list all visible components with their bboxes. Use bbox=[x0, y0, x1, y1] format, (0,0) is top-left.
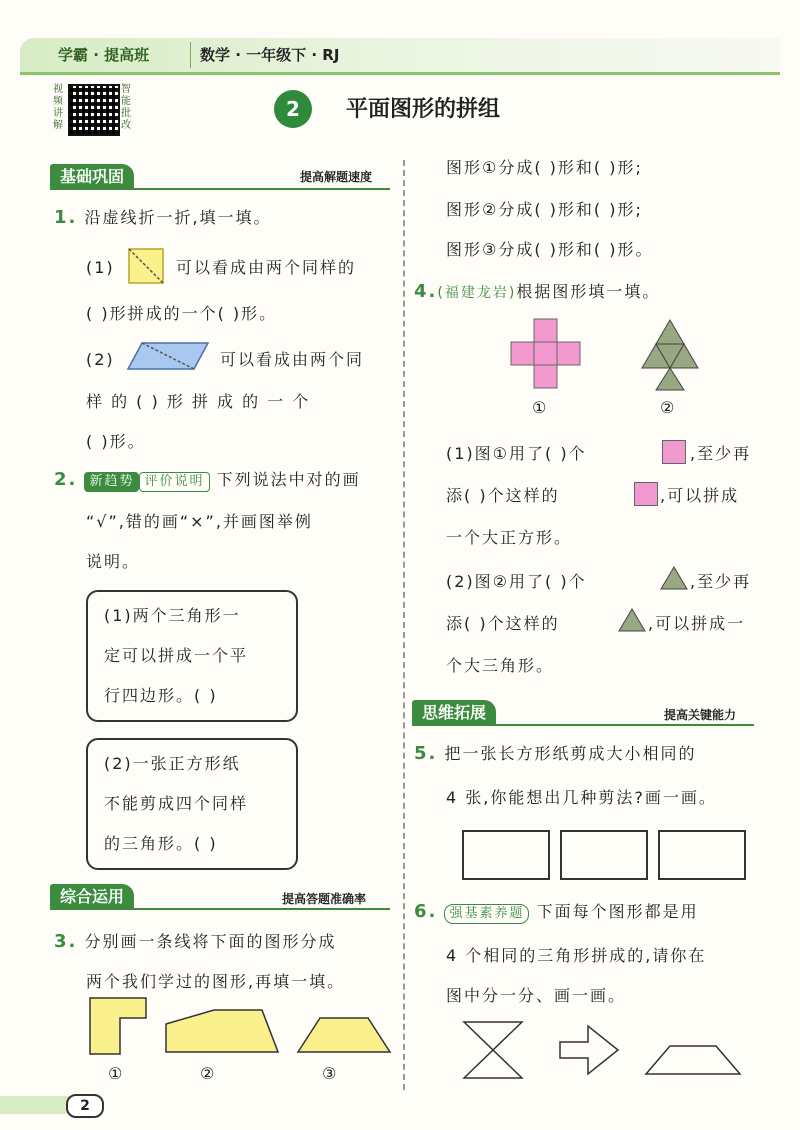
q2-box1-line: 定可以拼成一个平 bbox=[104, 646, 249, 665]
q3-label: ① bbox=[108, 1064, 125, 1083]
q1-p2c: 样 的 ( ) 形 拼 成 的 一 个 bbox=[86, 392, 311, 411]
q4-p2c[interactable]: 添( )个这样的 bbox=[446, 614, 560, 633]
olive-triangle-figure bbox=[640, 318, 700, 392]
section-comprehensive: 综合运用 bbox=[50, 884, 134, 910]
section-basic-line bbox=[50, 188, 390, 190]
q6-figures bbox=[460, 1020, 760, 1082]
q1-p2b: 可以看成由两个同 bbox=[220, 350, 365, 369]
q1-p2a: (2) bbox=[86, 350, 115, 369]
q2-box2-line[interactable]: 的三角形。( ) bbox=[104, 834, 218, 853]
section-thinking: 思维拓展 bbox=[412, 700, 496, 726]
q2-tag-eval: 评价说明 bbox=[139, 472, 209, 492]
column-divider bbox=[403, 160, 405, 1090]
blue-parallelogram-figure bbox=[126, 340, 210, 372]
q1-number: 1. bbox=[54, 207, 78, 228]
section-comprehensive-note: 提高答题准确率 bbox=[282, 892, 367, 906]
q6-tag: 强基素养题 bbox=[444, 904, 529, 924]
q3-shape-trap bbox=[166, 1010, 278, 1052]
section-thinking-line bbox=[412, 724, 754, 726]
q6-line3: 图中分一分、画一画。 bbox=[446, 986, 627, 1005]
q4-label: ① bbox=[532, 398, 549, 417]
q6-hourglass bbox=[464, 1022, 522, 1078]
q5-line2: 4 张,你能想出几种剪法?画一画。 bbox=[446, 788, 717, 807]
olive-triangle-icon bbox=[618, 608, 646, 632]
q5-rect[interactable] bbox=[560, 830, 648, 880]
section-basic: 基础巩固 bbox=[50, 164, 134, 190]
q3-number: 3. bbox=[54, 931, 78, 952]
q1-p1c: ( )形拼成的一个( )形。 bbox=[86, 304, 278, 323]
q2-tag-trend: 新趋势 bbox=[84, 472, 139, 492]
q5-number: 5. bbox=[414, 743, 438, 764]
qr-right-caption: 智能批改 bbox=[121, 84, 131, 131]
q3-shape-trapezoid bbox=[298, 1018, 390, 1052]
yellow-square-figure bbox=[128, 248, 166, 284]
q1-p1a: (1) bbox=[86, 258, 115, 277]
q2-line3: 说明。 bbox=[86, 552, 141, 571]
q4-text: 根据图形填一填。 bbox=[516, 282, 661, 301]
footer-bar bbox=[0, 1096, 70, 1114]
olive-triangle-icon bbox=[660, 566, 688, 590]
q4-p2a[interactable]: (2)图②用了( )个 bbox=[446, 572, 587, 591]
q4-p1d: ,可以拼成 bbox=[660, 486, 740, 505]
q6-trapezoid bbox=[646, 1046, 740, 1074]
q3-fill-line[interactable]: 图形③分成( )形和( )形。 bbox=[446, 240, 654, 259]
section-basic-note: 提高解题速度 bbox=[300, 170, 373, 184]
q4-label: ② bbox=[660, 398, 677, 417]
header-divider bbox=[190, 42, 191, 68]
q2-box2-line: (2)一张正方形纸 bbox=[104, 754, 241, 773]
q2-box1-line: (1)两个三角形一 bbox=[104, 606, 241, 625]
q1-text: 沿虚线折一折,填一填。 bbox=[84, 208, 272, 227]
q1-p2d: ( )形。 bbox=[86, 432, 146, 451]
q5-rect[interactable] bbox=[462, 830, 550, 880]
q2-line2: “√”,错的画“×”,并画图举例 bbox=[86, 512, 313, 531]
q3-fill-line[interactable]: 图形①分成( )形和( )形; bbox=[446, 158, 643, 177]
q6-arrow bbox=[560, 1026, 618, 1074]
q6-number: 6. bbox=[414, 901, 438, 922]
qr-left-caption: 视频讲解 bbox=[53, 84, 63, 131]
q4-p1a[interactable]: (1)图①用了( )个 bbox=[446, 444, 587, 463]
q6-line2: 4 个相同的三角形拼成的,请你在 bbox=[446, 946, 707, 965]
q3-label: ③ bbox=[322, 1064, 339, 1083]
q3-shapes bbox=[88, 996, 398, 1058]
q4-p2d: ,可以拼成一 bbox=[648, 614, 746, 633]
q6-line1: 下面每个图形都是用 bbox=[536, 902, 699, 921]
section-comprehensive-line bbox=[50, 908, 390, 910]
q3-label: ② bbox=[200, 1064, 217, 1083]
q2-box1-line[interactable]: 行四边形。( ) bbox=[104, 686, 218, 705]
pink-square-icon bbox=[662, 440, 686, 464]
q5-rect[interactable] bbox=[658, 830, 746, 880]
q4-tag: (福建龙岩) bbox=[437, 285, 517, 301]
page-number: 2 bbox=[66, 1094, 104, 1118]
section-thinking-note: 提高关键能力 bbox=[664, 708, 737, 722]
q3-fill-line[interactable]: 图形②分成( )形和( )形; bbox=[446, 200, 643, 219]
q4-p2e: 个大三角形。 bbox=[446, 656, 555, 675]
q2-number: 2. bbox=[54, 469, 78, 490]
q4-p2b: ,至少再 bbox=[690, 572, 752, 591]
q2-line1: 下列说法中对的画 bbox=[216, 470, 361, 489]
q3-line1: 分别画一条线将下面的图形分成 bbox=[84, 932, 337, 951]
q4-number: 4. bbox=[414, 281, 438, 302]
brand-label: 学霸 · 提高班 bbox=[58, 46, 150, 64]
lesson-title: 平面图形的拼组 bbox=[346, 97, 501, 122]
pink-cross-figure bbox=[510, 318, 582, 390]
qr-code[interactable] bbox=[68, 84, 120, 136]
q5-line1: 把一张长方形纸剪成大小相同的 bbox=[444, 744, 697, 763]
q4-p1e: 一个大正方形。 bbox=[446, 528, 573, 547]
q3-shape-l bbox=[90, 998, 146, 1054]
pink-square-icon bbox=[634, 482, 658, 506]
q1-p1b: 可以看成由两个同样的 bbox=[176, 258, 357, 277]
q4-p1b: ,至少再 bbox=[690, 444, 752, 463]
q3-line2: 两个我们学过的图形,再填一填。 bbox=[86, 972, 346, 991]
lesson-number: 2 bbox=[274, 90, 312, 128]
subject-label: 数学 · 一年级下 · RJ bbox=[200, 46, 340, 64]
q4-p1c[interactable]: 添( )个这样的 bbox=[446, 486, 560, 505]
q2-box2-line: 不能剪成四个同样 bbox=[104, 794, 249, 813]
